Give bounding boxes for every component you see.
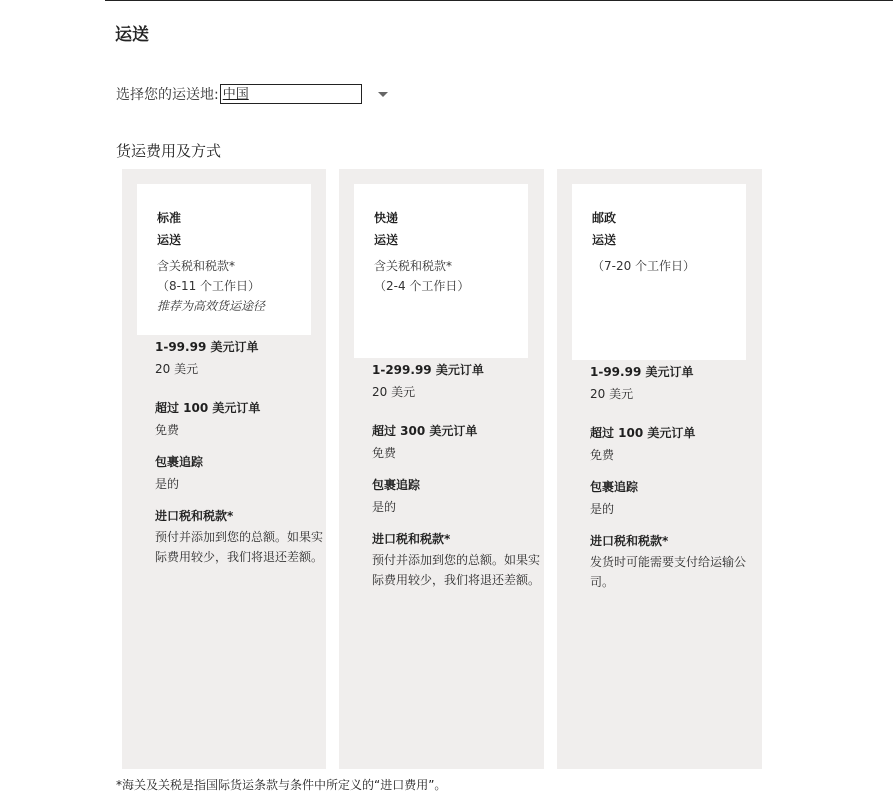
method-name: 标准 运送 (157, 211, 182, 247)
duty-heading: 进口税和税款* (372, 532, 451, 546)
tier1-heading: 1-299.99 美元订单 (372, 363, 484, 377)
tier1-price: 20 美元 (590, 387, 634, 401)
chevron-down-icon[interactable] (378, 92, 388, 97)
destination-label: 选择您的运送地: (116, 87, 219, 103)
shipping-method-post (557, 169, 762, 769)
tracking-value: 是的 (590, 502, 615, 516)
method-card (572, 184, 746, 360)
tier1-price: 20 美元 (372, 385, 416, 399)
duty-value: 预付并添加到您的总额。如果实际费用较少，我们将退还差额。 (372, 553, 541, 587)
tier2-price: 免费 (155, 423, 180, 437)
method-name: 邮政 运送 (592, 211, 617, 247)
duty-value: 预付并添加到您的总额。如果实际费用较少，我们将退还差额。 (155, 530, 324, 564)
method-note: （7-20 个工作日） (592, 259, 696, 273)
page-title: 运送 (115, 25, 149, 45)
destination-row (116, 84, 388, 104)
tier1-price: 20 美元 (155, 362, 199, 376)
method-details (590, 361, 760, 592)
tier2-heading: 超过 300 美元订单 (372, 424, 478, 438)
tracking-heading: 包裹追踪 (155, 455, 204, 469)
method-card (354, 184, 528, 358)
duty-value: 发货时可能需要支付给运输公司。 (590, 555, 747, 589)
tier1-heading: 1-99.99 美元订单 (155, 340, 259, 354)
method-note: 含关税和税款* （2-4 个工作日） (374, 259, 470, 293)
tracking-heading: 包裹追踪 (372, 478, 421, 492)
tracking-value: 是的 (372, 500, 397, 514)
method-details (372, 359, 542, 590)
tier2-price: 免费 (590, 448, 615, 462)
section-title: 货运费用及方式 (116, 142, 222, 160)
destination-select[interactable]: 中国 (220, 84, 362, 104)
duty-heading: 进口税和税款* (155, 509, 234, 523)
tracking-heading: 包裹追踪 (590, 480, 639, 494)
method-card (137, 184, 311, 335)
method-note: 含关税和税款* （8-11 个工作日） 推荐为高效货运途径 (157, 259, 266, 313)
duty-heading: 进口税和税款* (590, 534, 669, 548)
tier2-heading: 超过 100 美元订单 (155, 401, 261, 415)
footnote: *海关及关税是指国际货运条款与条件中所定义的“进口费用”。 (116, 778, 447, 792)
method-name: 快递 运送 (374, 211, 399, 247)
tracking-value: 是的 (155, 477, 180, 491)
tier2-heading: 超过 100 美元订单 (590, 426, 696, 440)
tier2-price: 免费 (372, 446, 397, 460)
shipping-method-express (339, 169, 544, 769)
method-details (155, 336, 325, 567)
top-divider (105, 0, 893, 1)
shipping-method-standard (122, 169, 326, 769)
tier1-heading: 1-99.99 美元订单 (590, 365, 694, 379)
